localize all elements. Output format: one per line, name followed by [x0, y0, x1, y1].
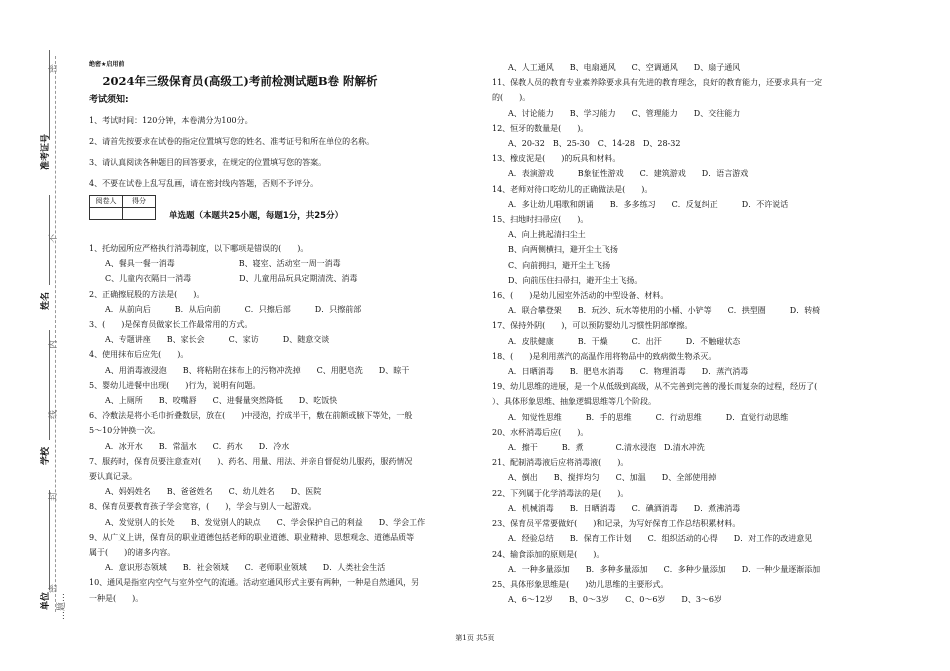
- seal-label-unit: 单位: [41, 591, 51, 610]
- question-line: 15、扫地时扫帚应( )。: [492, 215, 589, 225]
- question-line: A．从前向后 B．从后向前 C．只擦后部 D．只擦前部: [89, 304, 362, 314]
- question-line: 的( )。: [492, 93, 531, 103]
- left-column: [89, 60, 489, 606]
- question-line: A、发觉别人的长处 B、发觉别人的缺点 C、学会保护自己的利益 D、学会工作: [89, 517, 426, 527]
- question-line: 10、通风是指室内空气与室外空气的流通。活动室通风形式主要有两种，一种是自然通风，另: [89, 578, 420, 588]
- question-line: A、讨论能力 B、学习能力 C、管理能力 D、交往能力: [492, 108, 741, 118]
- question-line: 7、服药时，保育员要注意查对( )、药名、用量、用法、并亲自督促幼儿服药，服药情况: [89, 456, 413, 466]
- question-line: 6、冷敷法是将小毛巾折叠数层，放在( )中浸泡，拧成半干，敷在前额或腋下等处，一般: [89, 411, 413, 421]
- section-heading: 单选题（本题共25小题，每题1分，共25分）: [169, 211, 344, 221]
- question-line: A、用消毒液浸泡 B、将粘附在抹布上的污物冲洗掉 C、用肥皂洗 D、晾干: [89, 365, 410, 375]
- page-title: 2024年三级保育员(高级工)考前检测试题B卷 附解析: [102, 74, 378, 88]
- question-line: A．经验总结 B．保育工作计划 C．组织活动的心得 D．对工作的改进意见: [492, 534, 813, 544]
- notice-heading: 考试须知:: [89, 95, 129, 105]
- question-line: 1、托幼园所应严格执行消毒制度，以下哪项是错误的( )。: [89, 244, 309, 253]
- seal-char: 不: [49, 233, 60, 244]
- question-line: A．表演游戏 B象征性游戏 C．建筑游戏 D．语言游戏: [492, 169, 749, 179]
- question-line: 19、幼儿思维的进展，是一个从低级到高级，从不完善到完善的漫长而复杂的过程，经历了(: [492, 382, 818, 392]
- question-line: A．联合攀登架 B．玩沙、玩水等使用的小桶、小铲等 C．拱型圈 D．转椅: [492, 306, 821, 316]
- notice-item: 3、请认真阅读各种题目的回答要求，在规定的位置填写您的答案。: [89, 158, 327, 167]
- question-line: C、儿童内衣隔日一消毒 D、儿童用品玩具定期清洗、消毒: [89, 274, 358, 284]
- question-line: A．多让幼儿唱歌和朗诵 B．多多练习 C．反复纠正 D．不许说话: [492, 199, 789, 209]
- seal-label-exam-id: 准考证号: [41, 133, 51, 170]
- question-line: A、倒出 B、搅拌均匀 C、加温 D、全部使用掉: [492, 473, 717, 483]
- right-column: [492, 60, 910, 607]
- question-line: 21、配制消毒液后应将消毒液( )。: [492, 458, 629, 468]
- question-line: A、向上挑起清扫尘土: [492, 230, 586, 240]
- question-line: 13、橡皮泥是( )的玩具和材料。: [492, 154, 621, 164]
- seal-char: 线: [49, 409, 60, 420]
- question-line: A．擦干 B．煮 C.清水浸泡 D.清水冲洗: [492, 443, 705, 453]
- notice-item: 2、请首先按要求在试卷的指定位置填写您的姓名、准考证号和所在单位的名称。: [89, 137, 375, 146]
- seal-label-school: 学校: [41, 446, 51, 465]
- seal-char: 内: [49, 339, 60, 350]
- question-line: 11、保教人员的教育专业素养除要求具有先进的教育理念，良好的教育能力，还要求具有一定: [492, 78, 823, 88]
- question-line: B、向两侧横扫，避开尘土飞扬: [492, 245, 618, 255]
- question-line: 3、( )是保育员做家长工作最常用的方式。: [89, 320, 253, 330]
- seal-char: 封: [49, 491, 60, 502]
- notice-item: 4、不要在试卷上乱写乱画，请在密封线内答题，否则不予评分。: [89, 179, 319, 188]
- question-line: ）、具体形象思维、抽象逻辑思维等几个阶段。: [492, 397, 656, 407]
- question-line: 2、正确擦屁股的方法是( )。: [89, 289, 205, 299]
- question-line: 属于( )的诸多内容。: [89, 548, 176, 558]
- seal-char: 密: [49, 63, 60, 74]
- seal-dashed-line: [55, 56, 56, 612]
- secret-mark: 绝密★启用前: [89, 61, 125, 68]
- seal-margin: [4, 0, 66, 671]
- question-line: D、向前压住扫帚扫，避开尘土飞扬。: [492, 275, 643, 285]
- question-line: A、6～12岁 B、0～3岁 C、0～6岁 D、3～6岁: [492, 595, 722, 605]
- question-line: 22、下列属于化学消毒法的是( )。: [492, 488, 629, 498]
- question-line: 5、婴幼儿进餐中出现( )行为，说明有问题。: [89, 380, 261, 390]
- question-line: 25、具体形象思维是( )幼儿思维的主要形式。: [492, 579, 669, 589]
- question-line: A、餐具一餐一消毒 B、寝室、活动室一周一消毒: [89, 259, 341, 269]
- question-line: 12、恒牙的数量是( )。: [492, 123, 589, 133]
- scorer-row: [89, 195, 489, 241]
- notice-item: 1、考试时间：120分钟，本卷满分为100分。: [89, 116, 253, 125]
- question-line: 9、从广义上讲，保育员的职业道德包括老师的职业道德、职业精神、思想观念、道德品质等: [89, 532, 415, 542]
- question-line: A．一种多量添加 B．多种多量添加 C．多种少量添加 D．一种少量逐渐添加: [492, 564, 821, 574]
- question-line: A．冰开水 B．常温水 C．药水 D．冷水: [89, 441, 290, 451]
- question-line: A、人工通风 B、电扇通风 C、空调通风 D、扇子通风: [492, 63, 741, 72]
- question-line: 23、保育员平常要做好( )和记录，为写好保育工作总结积累材料。: [492, 519, 741, 529]
- unit-field[interactable]: [49, 490, 51, 590]
- question-line: A、20-32 B、25-30 C、14-28 D、28-32: [492, 139, 681, 149]
- question-line: 要认真记录。: [89, 472, 137, 482]
- right-questions: [492, 60, 910, 607]
- score-header: 得分: [123, 196, 156, 208]
- question-line: 5～10分钟换一次。: [89, 426, 161, 436]
- question-line: 一种是( )。: [89, 593, 144, 603]
- question-line: A、上厕所 B、咬嘴唇 C、进餐量突然降低 D、吃饭快: [89, 396, 338, 406]
- question-line: A、妈妈姓名 B、爸爸姓名 C、幼儿姓名 D、医院: [89, 487, 322, 497]
- question-line: A．日晒消毒 B．肥皂水消毒 C．物理消毒 D．蒸汽消毒: [492, 367, 749, 377]
- question-line: A．机械消毒 B．日晒消毒 C．碘酒消毒 D．煮沸消毒: [492, 503, 741, 513]
- left-questions: [89, 241, 489, 606]
- question-line: 24、输食添加的原则是( )。: [492, 549, 605, 559]
- seal-margin-text: …题…: [57, 592, 67, 620]
- page-footer: 第1页 共5页: [455, 634, 495, 642]
- score-cell[interactable]: [123, 208, 156, 220]
- question-line: 8、保育员要教育孩子学会宽容，( )，学会与别人一起游戏。: [89, 502, 317, 512]
- question-line: C、向前拥扫，避开尘土飞扬: [492, 260, 611, 270]
- question-line: A．皮肤健康 B．干燥 C．出汗 D．不触碰状态: [492, 336, 741, 346]
- question-line: 16、( )是幼儿园室外活动的中型设备、材料。: [492, 291, 669, 301]
- question-line: A．知觉性思维 B．手的思维 C．行动思维 D．直觉行动思维: [492, 412, 789, 422]
- scorer-table: [89, 195, 156, 220]
- question-line: 18、( )是利用蒸汽的高温作用将物品中的致病微生物杀灭。: [492, 351, 717, 361]
- scorer-header: 阅卷人: [90, 196, 123, 208]
- seal-char: 密: [49, 583, 60, 594]
- scorer-cell[interactable]: [90, 208, 123, 220]
- question-line: A．意识形态领域 B．社会领域 C．老师职业领域 D．人类社会生活: [89, 563, 386, 573]
- question-line: 4、使用抹布后应先( )。: [89, 350, 189, 360]
- question-line: 20、水杯消毒后应( )。: [492, 427, 589, 437]
- seal-label-name: 姓名: [41, 291, 51, 310]
- question-line: 14、老师对待口吃幼儿的正确做法是( )。: [492, 184, 653, 194]
- question-line: A、专题讲座 B、家长会 C、家访 D、随意交谈: [89, 335, 330, 345]
- question-line: 17、保持外阴( )，可以预防婴幼儿习惯性阴部摩擦。: [492, 321, 693, 331]
